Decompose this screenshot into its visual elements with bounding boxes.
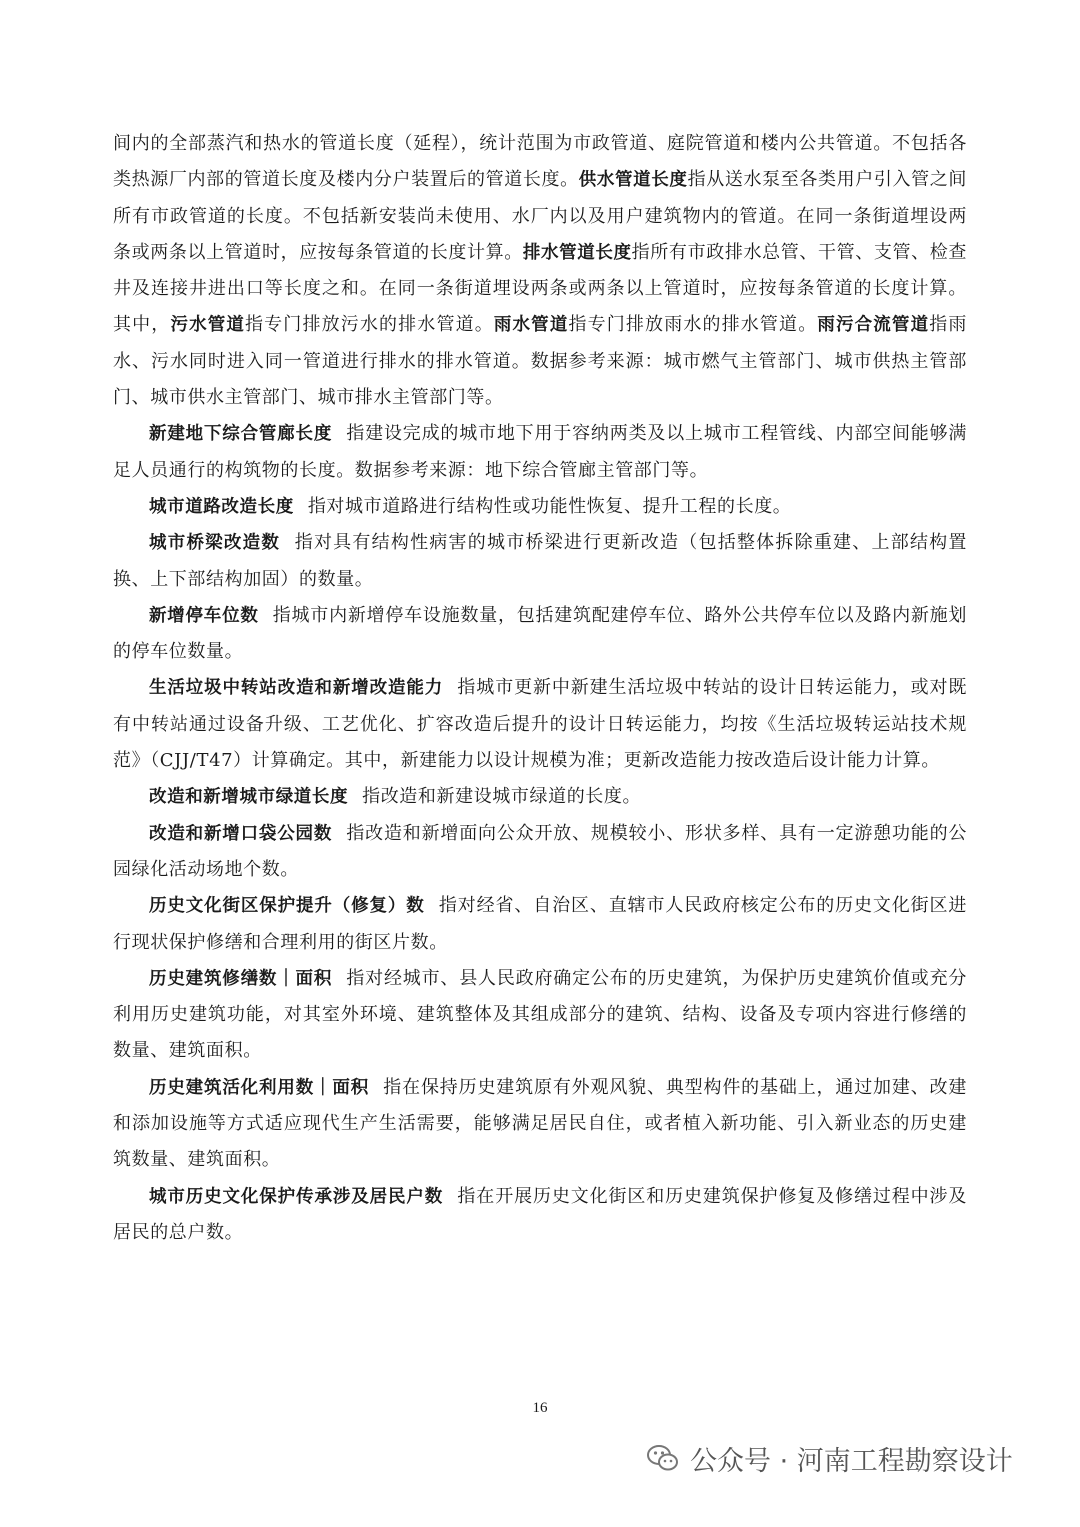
definition-term: 生活垃圾中转站改造和新增改造能力 <box>149 678 444 699</box>
definition-term: 新建地下综合管廊长度 <box>149 424 333 445</box>
definition-text: 指对经城市、县人民政府确定公布的历史建筑，为保护历史建筑价值或充分利用历史建筑功能，对其室外环境、建筑整体及其组成部分的建筑、结构、设备及专项内容进行修缮的数量、建筑面积。 <box>113 967 967 1062</box>
definition-text: 指改造和新增面向公众开放、规模较小、形状多样、具有一定游憩功能的公园绿化活动场地个数。 <box>113 822 967 880</box>
definition-paragraph <box>113 416 967 489</box>
definition-paragraph <box>113 489 967 525</box>
definition-text: 指城市更新中新建生活垃圾中转站的设计日转运能力，或对既有中转站通过设备升级、工艺优化、扩容改造后提升的设计日转运能力，均按《生活垃圾转运站技术规范》（CJJ/T47）计算确定。其中，新建能力以设计规模为准；更新改造能力按改造后设计能力计算。 <box>113 677 967 772</box>
definition-term: 改造和新增口袋公园数 <box>149 823 333 844</box>
definition-text: 指改造和新建设城市绿道的长度。 <box>362 786 642 808</box>
definition-text: 指对城市道路进行结构性或功能性恢复、提升工程的长度。 <box>307 495 792 517</box>
wechat-icon <box>646 1441 680 1475</box>
definition-paragraph <box>113 816 967 889</box>
watermark-text: 公众号 · 河南工程勘察设计 <box>690 1445 1013 1477</box>
term-sewage-pipe: 污水管道 <box>170 315 246 336</box>
definition-term: 历史文化街区保护提升（修复）数 <box>149 896 425 917</box>
definition-text: 指建设完成的城市地下用于容纳两类及以上城市工程管线、内部空间能够满足人员通行的构筑物的长度。数据参考来源：地下综合管廊主管部门等。 <box>113 423 967 481</box>
paragraph-pipelines: 间内的全部蒸汽和热水的管道长度（延程），统计范围为市政管道、庭院管道和楼内公共管道。不包括各类热源厂内部的管道长度及楼内分户装置后的管道长度。供水管道长度指从送水泵至各类用户引入管之间所有市政管道的长度。不包括新安装尚未使用、水厂内以及用户建筑物内的管道。在同一条街道埋设两条或两条以上管道时，应按每条管道的长度计算。排水管道长度指所有市政排水总管、干管、支管、检查井及连接井进出口等长度之和。在同一条街道埋设两条或两条以上管道时，应按每条管道的长度计算。其中，污水管道指专门排放污水的排水管道。雨水管道指专门排放雨水的排水管道。雨污合流管道指雨水、污水同时进入同一管道进行排水的排水管道。数据参考来源：城市燃气主管部门、城市供热主管部门、城市供水主管部门、城市排水主管部门等。 <box>113 133 968 409</box>
definition-term: 改造和新增城市绿道长度 <box>149 787 349 808</box>
definition-term: 城市桥梁改造数 <box>149 533 281 554</box>
term-combined-pipe: 雨污合流管道 <box>817 315 930 336</box>
definition-term: 城市道路改造长度 <box>149 496 294 517</box>
page-number: 16 <box>532 1400 548 1416</box>
definition-term: 历史建筑活化利用数｜面积 <box>149 1077 370 1098</box>
definition-text: 指对经省、自治区、直辖市人民政府核定公布的历史文化街区进行现状保护修缮和合理利用的街区片数。 <box>113 895 968 953</box>
definition-text: 指在保持历史建筑原有外观风貌、典型构件的基础上，通过加建、改建和添加设施等方式适应现代生产生活需要，能够满足居民自住，或者植入新功能、引入新业态的历史建筑数量、建筑面积。 <box>113 1076 967 1171</box>
definition-text: 指城市内新增停车设施数量，包括建筑配建停车位、路外公共停车位以及路内新施划的停车位数量。 <box>113 604 967 663</box>
definition-paragraph <box>113 961 967 1070</box>
term-water-supply-pipe: 供水管道长度 <box>578 170 688 191</box>
document-body <box>113 126 967 1251</box>
definition-paragraph <box>113 525 967 598</box>
definition-term: 历史建筑修缮数｜面积 <box>149 968 333 989</box>
definition-term: 城市历史文化保护传承涉及居民户数 <box>149 1186 444 1207</box>
definition-paragraph <box>113 598 967 671</box>
definition-paragraph <box>113 1179 967 1252</box>
definition-paragraph <box>113 779 967 815</box>
watermark <box>646 1438 1013 1478</box>
definition-paragraph <box>113 888 967 961</box>
term-drainage-pipe: 排水管道长度 <box>522 242 632 263</box>
definition-paragraph <box>113 1070 967 1179</box>
definition-text: 指在开展历史文化街区和历史建筑保护修复及修缮过程中涉及居民的总户数。 <box>113 1185 967 1243</box>
definition-text: 指对具有结构性病害的城市桥梁进行更新改造（包括整体拆除重建、上部结构置换、上下部结构加固）的数量。 <box>113 532 968 590</box>
term-rain-pipe: 雨水管道 <box>493 315 569 336</box>
definition-paragraph <box>113 670 967 779</box>
definition-term: 新增停车位数 <box>149 605 259 626</box>
